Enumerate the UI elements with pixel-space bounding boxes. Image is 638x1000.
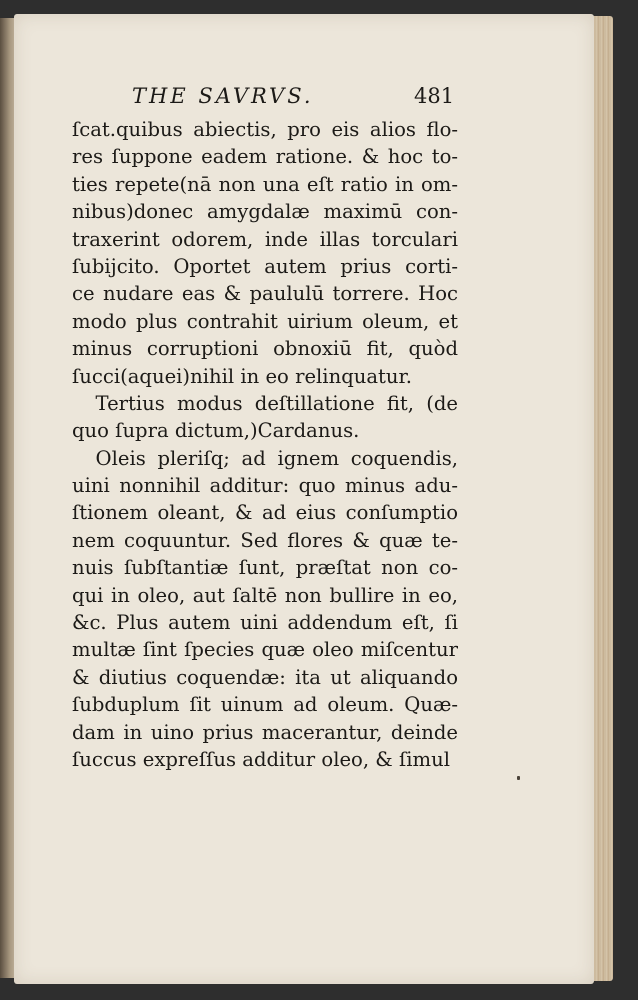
text-line: ſuccus expreſſus additur oleo, & ſimul bbox=[72, 747, 450, 771]
text-line: ties repete(nā non una eſt ratio in om- bbox=[72, 172, 458, 196]
text-line: Oleis pleriſq; ad ignem coquendis, bbox=[95, 446, 458, 470]
ink-speck bbox=[517, 776, 520, 780]
text-line: modo plus contrahit uirium oleum, et bbox=[72, 309, 458, 333]
text-line: ce nudare eas & paululū torrere. Hoc bbox=[72, 282, 458, 306]
book-page bbox=[14, 14, 594, 984]
text-line: & diutius coquendæ: ita ut aliquando bbox=[72, 665, 458, 689]
text-line: nem coquuntur. Sed flores & quæ te- bbox=[72, 528, 458, 552]
text-line: multæ ſint ſpecies quæ oleo miſcentur bbox=[72, 638, 458, 662]
text-line: ſucci(aquei)nihil in eo relinquatur. bbox=[72, 364, 412, 388]
text-line: dam in uino prius macerantur, deinde bbox=[72, 720, 458, 744]
text-line: traxerint odorem, inde illas torculari bbox=[72, 227, 458, 251]
text-line: ſcat.quibus abiectis, pro eis alios flo- bbox=[72, 118, 458, 141]
text-line: Tertius modus deſtillatione fit, (de bbox=[95, 391, 458, 415]
text-line: res ſuppone eadem ratione. & hoc to- bbox=[72, 145, 458, 169]
text-line: ſubijcito. Oportet autem prius corti- bbox=[72, 254, 458, 278]
text-line: ſubduplum ſit uinum ad oleum. Quæ- bbox=[72, 693, 458, 717]
text-line: uini nonnihil additur: quo minus adu- bbox=[72, 474, 458, 498]
page-number: 481 bbox=[414, 84, 455, 108]
text-line: quo ſupra dictum,)Cardanus. bbox=[72, 419, 360, 443]
text-line: &c. Plus autem uini addendum eſt, ſi bbox=[72, 611, 458, 635]
text-line: ſtionem oleant, & ad eius conſumptio bbox=[72, 501, 458, 525]
text-line: qui in oleo, aut ſaltē non bullire in eo, bbox=[72, 583, 458, 607]
text-line: nuis ſubſtantiæ ſunt, præſtat non co- bbox=[72, 556, 458, 580]
text-line: nibus)donec amygdalæ maximū con- bbox=[72, 200, 458, 224]
running-head: THE SAVRVS. bbox=[132, 84, 314, 108]
text-line: minus corruptioni obnoxiū fit, quòd bbox=[72, 337, 458, 361]
body-text bbox=[72, 116, 458, 773]
